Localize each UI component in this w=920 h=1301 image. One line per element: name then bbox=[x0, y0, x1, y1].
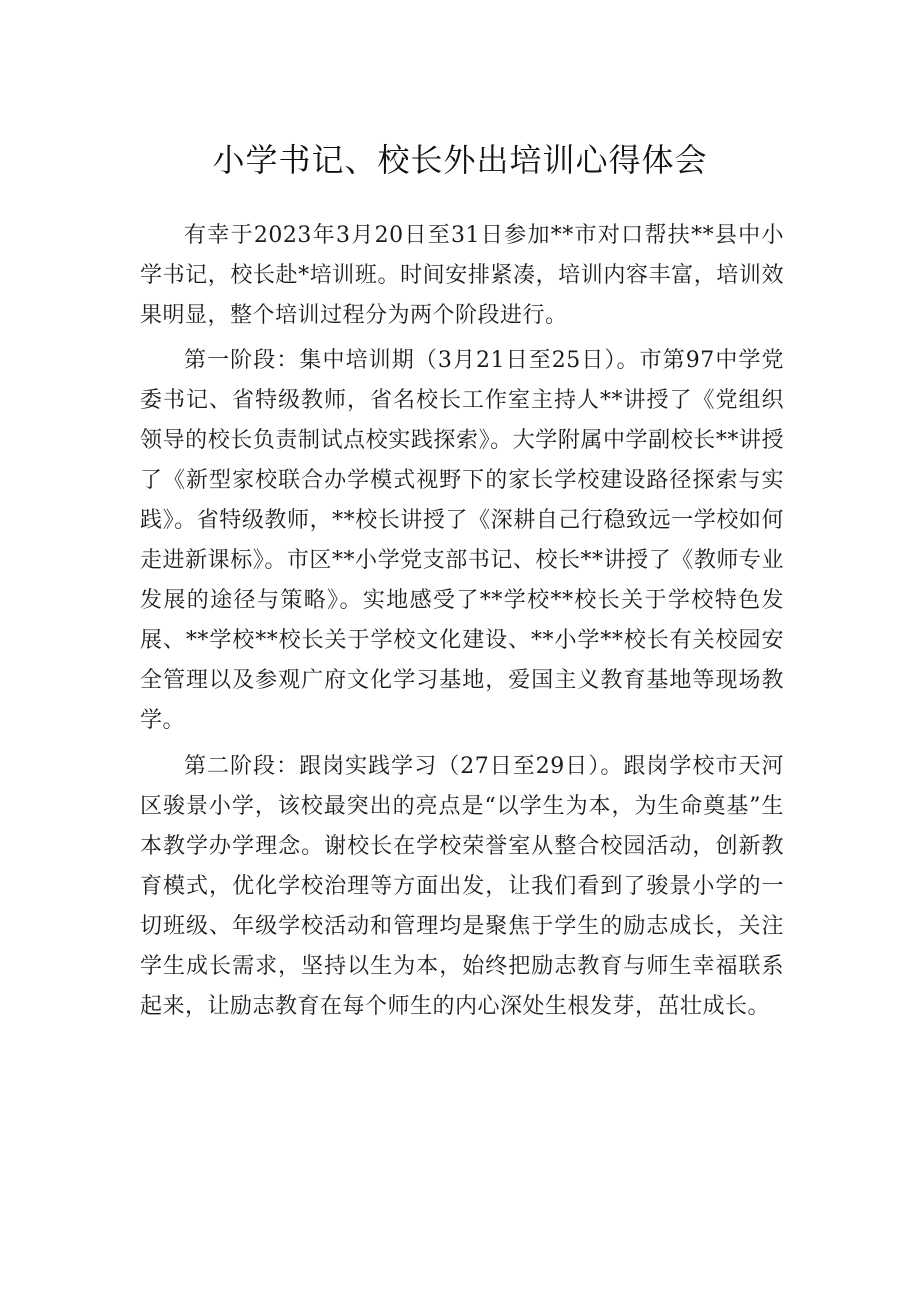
paragraph-stage-one: 第一阶段：集中培训期（3月21日至25日）。市第97中学党委书记、省特级教师，省名校长工作室主持人**讲授了《党组织领导的校长负责制试点校实践探索》。大学附属中学副校长**讲授了《新型家校联合办学模式视野下的家长学校建设路径探索与实践》。省特级教师，**校长讲授了《深耕自己行稳致远一学校如何走进新课标》。市区**小学党支部书记、校长**讲授了《教师专业发展的途径与策略》。实地感受了**学校**校长关于学校特色发展、**学校**校长关于学校文化建设、**小学**校长有关校园安全管理以及参观广府文化学习基地，爱国主义教育基地等现场教学。 bbox=[140, 348, 784, 734]
paragraph-stage-two: 第二阶段：跟岗实践学习（27日至29日）。跟岗学校市天河区骏景小学，该校最突出的亮点是“以学生为本，为生命奠基”生本教学办学理念。谢校长在学校荣誉室从整合校园活动，创新教育模式，优化学校治理等方面出发，让我们看到了骏景小学的一切班级、年级学校活动和管理均是聚焦于学生的励志成长，关注学生成长需求，坚持以生为本，始终把励志教育与师生幸福联系起来，让励志教育在每个师生的内心深处生根发芽，茁壮成长。 bbox=[140, 753, 784, 1019]
paragraph-intro: 有幸于2023年3月20日至31日参加**市对口帮扶**县中小学书记，校长赴*培训班。时间安排紧凑，培训内容丰富，培训效果明显，整个培训过程分为两个阶段进行。 bbox=[140, 223, 784, 328]
document-title: 小学书记、校长外出培训心得体会 bbox=[212, 141, 708, 179]
document-body bbox=[140, 216, 784, 1032]
